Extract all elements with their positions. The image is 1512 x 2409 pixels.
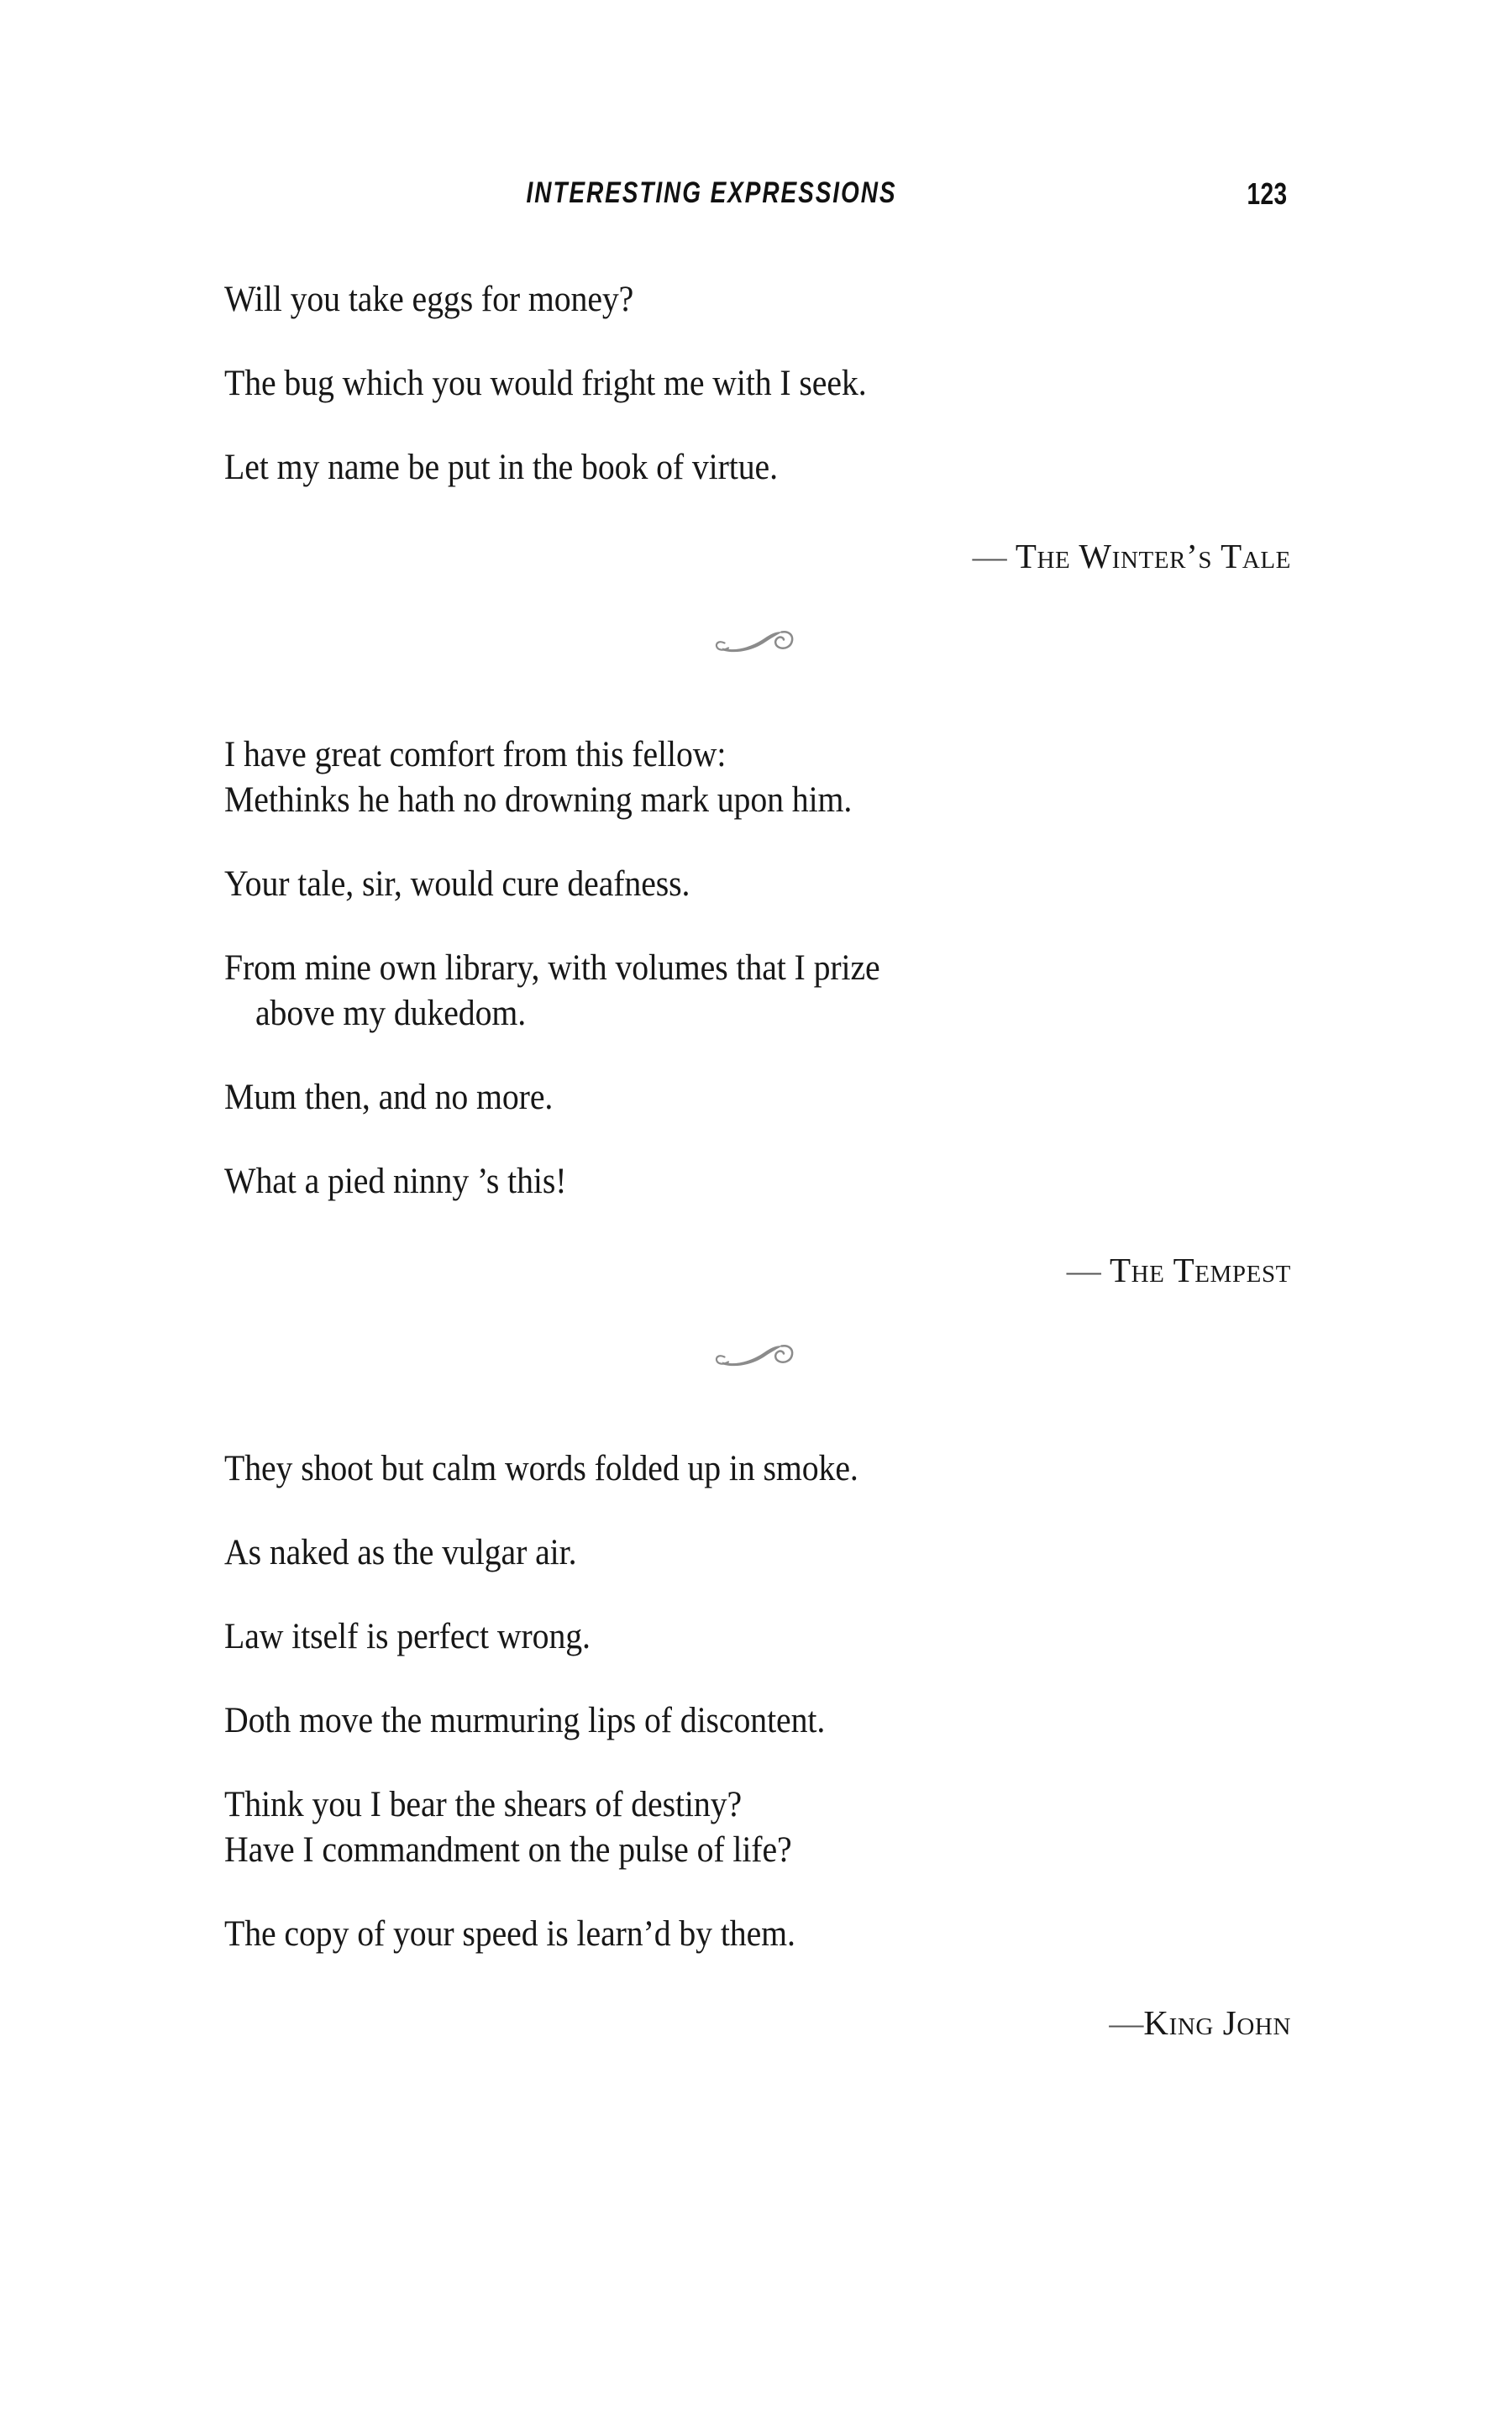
text-column bbox=[224, 277, 1291, 2044]
source-attribution bbox=[224, 1248, 1291, 1292]
attribution-source: The Winter’s Tale bbox=[1015, 537, 1291, 575]
quote-line: Have I commandment on the pulse of life? bbox=[224, 1830, 792, 1870]
quotation bbox=[224, 1912, 1291, 1957]
quote-group bbox=[224, 277, 1291, 578]
swash-flourish-ornament bbox=[707, 622, 808, 660]
running-head bbox=[224, 176, 1288, 227]
quote-line: They shoot but calm words folded up in smoke. bbox=[224, 1449, 858, 1488]
quote-line: What a pied ninny ’s this! bbox=[224, 1162, 567, 1201]
quotation bbox=[224, 1782, 1291, 1873]
quote-line: Mum then, and no more. bbox=[224, 1078, 554, 1117]
swash-flourish-ornament bbox=[707, 1336, 808, 1374]
quotation bbox=[224, 1614, 1291, 1660]
quote-line: Methinks he hath no drowning mark upon him. bbox=[224, 780, 853, 820]
source-attribution bbox=[224, 534, 1291, 578]
spacer bbox=[224, 660, 1291, 732]
quotation bbox=[224, 445, 1291, 491]
quote-line: Doth move the murmuring lips of discontent. bbox=[224, 1701, 826, 1740]
quote-line: The copy of your speed is learn’d by them. bbox=[224, 1914, 795, 1954]
attribution-dash: — bbox=[1066, 1251, 1110, 1289]
quotation bbox=[224, 1698, 1291, 1744]
quote-line: Will you take eggs for money? bbox=[224, 280, 634, 319]
quotation bbox=[224, 1530, 1291, 1576]
quotation bbox=[224, 1075, 1291, 1121]
quotation bbox=[224, 862, 1291, 907]
quote-line: From mine own library, with volumes that I prize bbox=[224, 948, 880, 988]
section-divider-ornament bbox=[224, 622, 1291, 660]
spacer bbox=[224, 1374, 1291, 1446]
source-attribution bbox=[224, 2001, 1291, 2044]
quotation bbox=[224, 946, 1291, 1037]
quote-line: As naked as the vulgar air. bbox=[224, 1533, 577, 1572]
quote-line: Think you I bear the shears of destiny? bbox=[224, 1785, 743, 1824]
page-title: INTERESTING EXPRESSIONS bbox=[526, 176, 897, 209]
spacer bbox=[224, 578, 1291, 622]
quote-line: Your tale, sir, would cure deafness. bbox=[224, 864, 690, 904]
quote-line: Let my name be put in the book of virtue. bbox=[224, 448, 778, 487]
quote-line: The bug which you would fright me with I seek. bbox=[224, 364, 867, 403]
attribution-source: The Tempest bbox=[1109, 1251, 1291, 1289]
quotation bbox=[224, 732, 1291, 823]
quote-line: above my dukedom. bbox=[255, 994, 527, 1033]
quote-group bbox=[224, 732, 1291, 1292]
quotation bbox=[224, 1159, 1291, 1204]
quotation bbox=[224, 361, 1291, 407]
attribution-dash: — bbox=[1109, 2003, 1144, 2042]
section-divider-ornament bbox=[224, 1336, 1291, 1374]
page-number: 123 bbox=[1247, 176, 1288, 211]
spacer bbox=[224, 1292, 1291, 1336]
attribution-source: King John bbox=[1143, 2003, 1291, 2042]
quotation bbox=[224, 1446, 1291, 1492]
quote-line: I have great comfort from this fellow: bbox=[224, 735, 727, 774]
quotation bbox=[224, 277, 1291, 323]
attribution-dash: — bbox=[972, 537, 1016, 575]
quote-line: Law itself is perfect wrong. bbox=[224, 1617, 591, 1656]
quote-group bbox=[224, 1446, 1291, 2044]
